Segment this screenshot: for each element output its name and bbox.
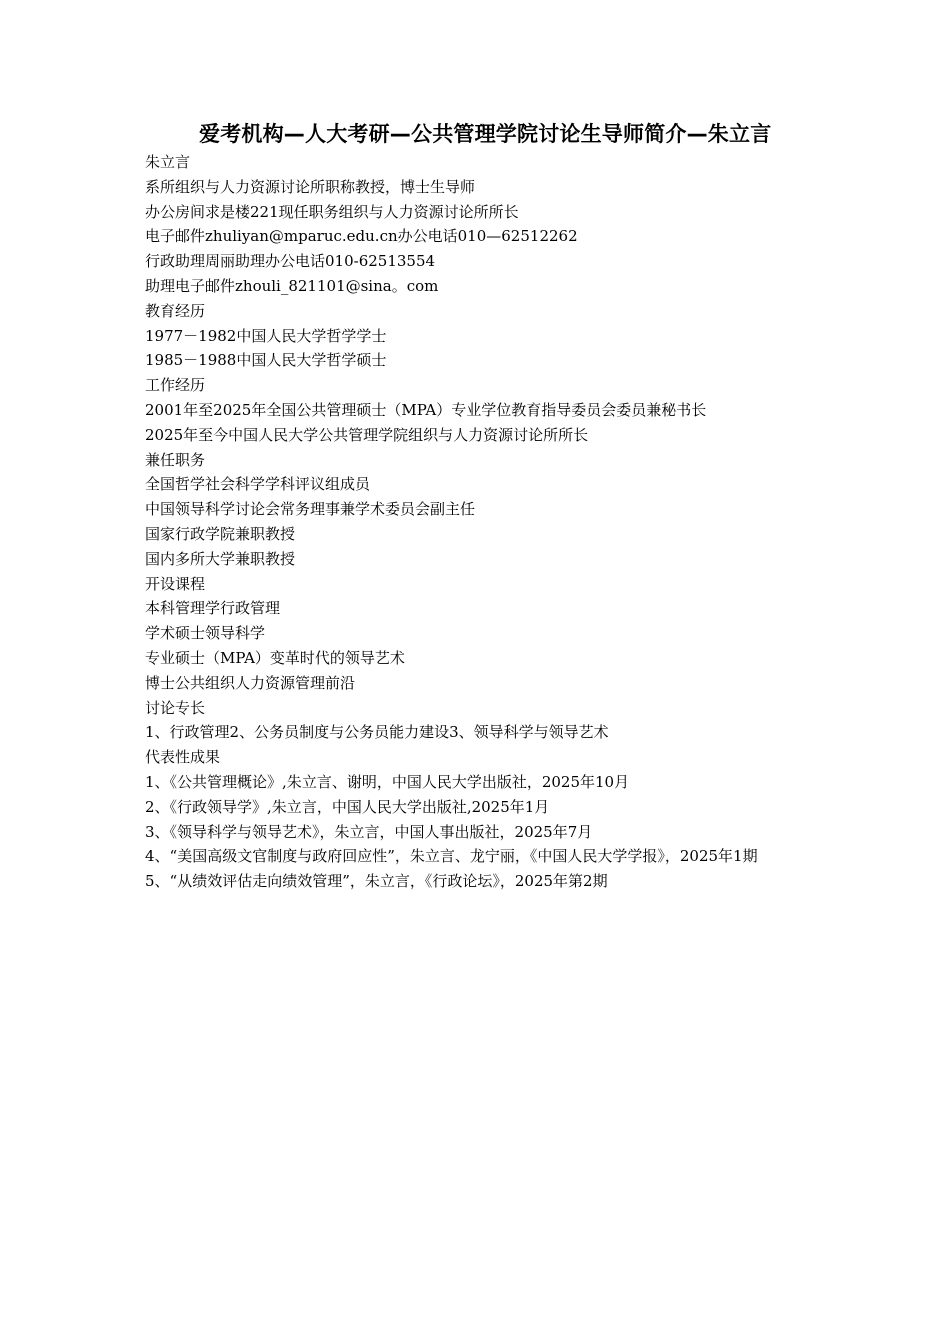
text-line: 讨论专长 bbox=[145, 698, 206, 717]
text-line: 办公房间求是楼221现任职务组织与人力资源讨论所所长 bbox=[145, 202, 519, 221]
text-line: 学术硕士领导科学 bbox=[145, 624, 266, 643]
text-line: 1、行政管理2、公务员制度与公务员能力建设3、领导科学与领导艺术 bbox=[145, 723, 609, 742]
text-line: 5、“从绩效评估走向绩效管理”，朱立言，《行政论坛》，2025年第2期 bbox=[145, 872, 608, 891]
text-line: 博士公共组织人力资源管理前沿 bbox=[145, 673, 356, 692]
document-page bbox=[145, 118, 810, 894]
text-line: 1、《公共管理概论》,朱立言、谢明，中国人民大学出版社，2025年10月 bbox=[145, 772, 630, 791]
document-body bbox=[145, 150, 810, 894]
text-line: 代表性成果 bbox=[145, 748, 221, 767]
text-line: 中国领导科学讨论会常务理事兼学术委员会副主任 bbox=[145, 500, 476, 519]
text-line: 全国哲学社会科学学科评议组成员 bbox=[145, 475, 371, 494]
text-line: 助理电子邮件zhouli_821101@sina。com bbox=[145, 276, 439, 295]
text-line: 本科管理学行政管理 bbox=[145, 599, 281, 618]
text-line: 朱立言 bbox=[145, 153, 191, 171]
text-line: 4、“美国高级文官制度与政府回应性”，朱立言、龙宁丽，《中国人民大学学报》，2025年1期 bbox=[145, 847, 758, 866]
text-line: 开设课程 bbox=[145, 574, 206, 593]
text-line: 系所组织与人力资源讨论所职称教授，博士生导师 bbox=[145, 177, 476, 196]
document-title: 爱考机构—人大考研—公共管理学院讨论生导师简介—朱立言 bbox=[199, 122, 772, 146]
text-line: 行政助理周丽助理办公电话010-62513554 bbox=[145, 252, 436, 271]
text-line: 2、《行政领导学》,朱立言，中国人民大学出版社,2025年1月 bbox=[145, 797, 550, 816]
text-line: 3、《领导科学与领导艺术》，朱立言，中国人事出版社，2025年7月 bbox=[145, 822, 593, 841]
text-line: 专业硕士（MPA）变革时代的领导艺术 bbox=[145, 648, 405, 667]
text-line: 工作经历 bbox=[145, 376, 206, 395]
text-line: 2025年至今中国人民大学公共管理学院组织与人力资源讨论所所长 bbox=[145, 425, 589, 444]
text-line: 教育经历 bbox=[145, 301, 206, 320]
text-line: 1977－1982中国人民大学哲学学士 bbox=[145, 326, 387, 345]
text-line: 兼任职务 bbox=[145, 450, 206, 469]
text-line: 电子邮件zhuliyan@mparuc.edu.cn办公电话010—62512262 bbox=[145, 227, 578, 246]
text-line: 国内多所大学兼职教授 bbox=[145, 549, 296, 568]
text-line: 1985－1988中国人民大学哲学硕士 bbox=[145, 351, 387, 370]
text-line: 2001年至2025年全国公共管理硕士（MPA）专业学位教育指导委员会委员兼秘书长 bbox=[145, 400, 707, 419]
text-line: 国家行政学院兼职教授 bbox=[145, 524, 296, 543]
